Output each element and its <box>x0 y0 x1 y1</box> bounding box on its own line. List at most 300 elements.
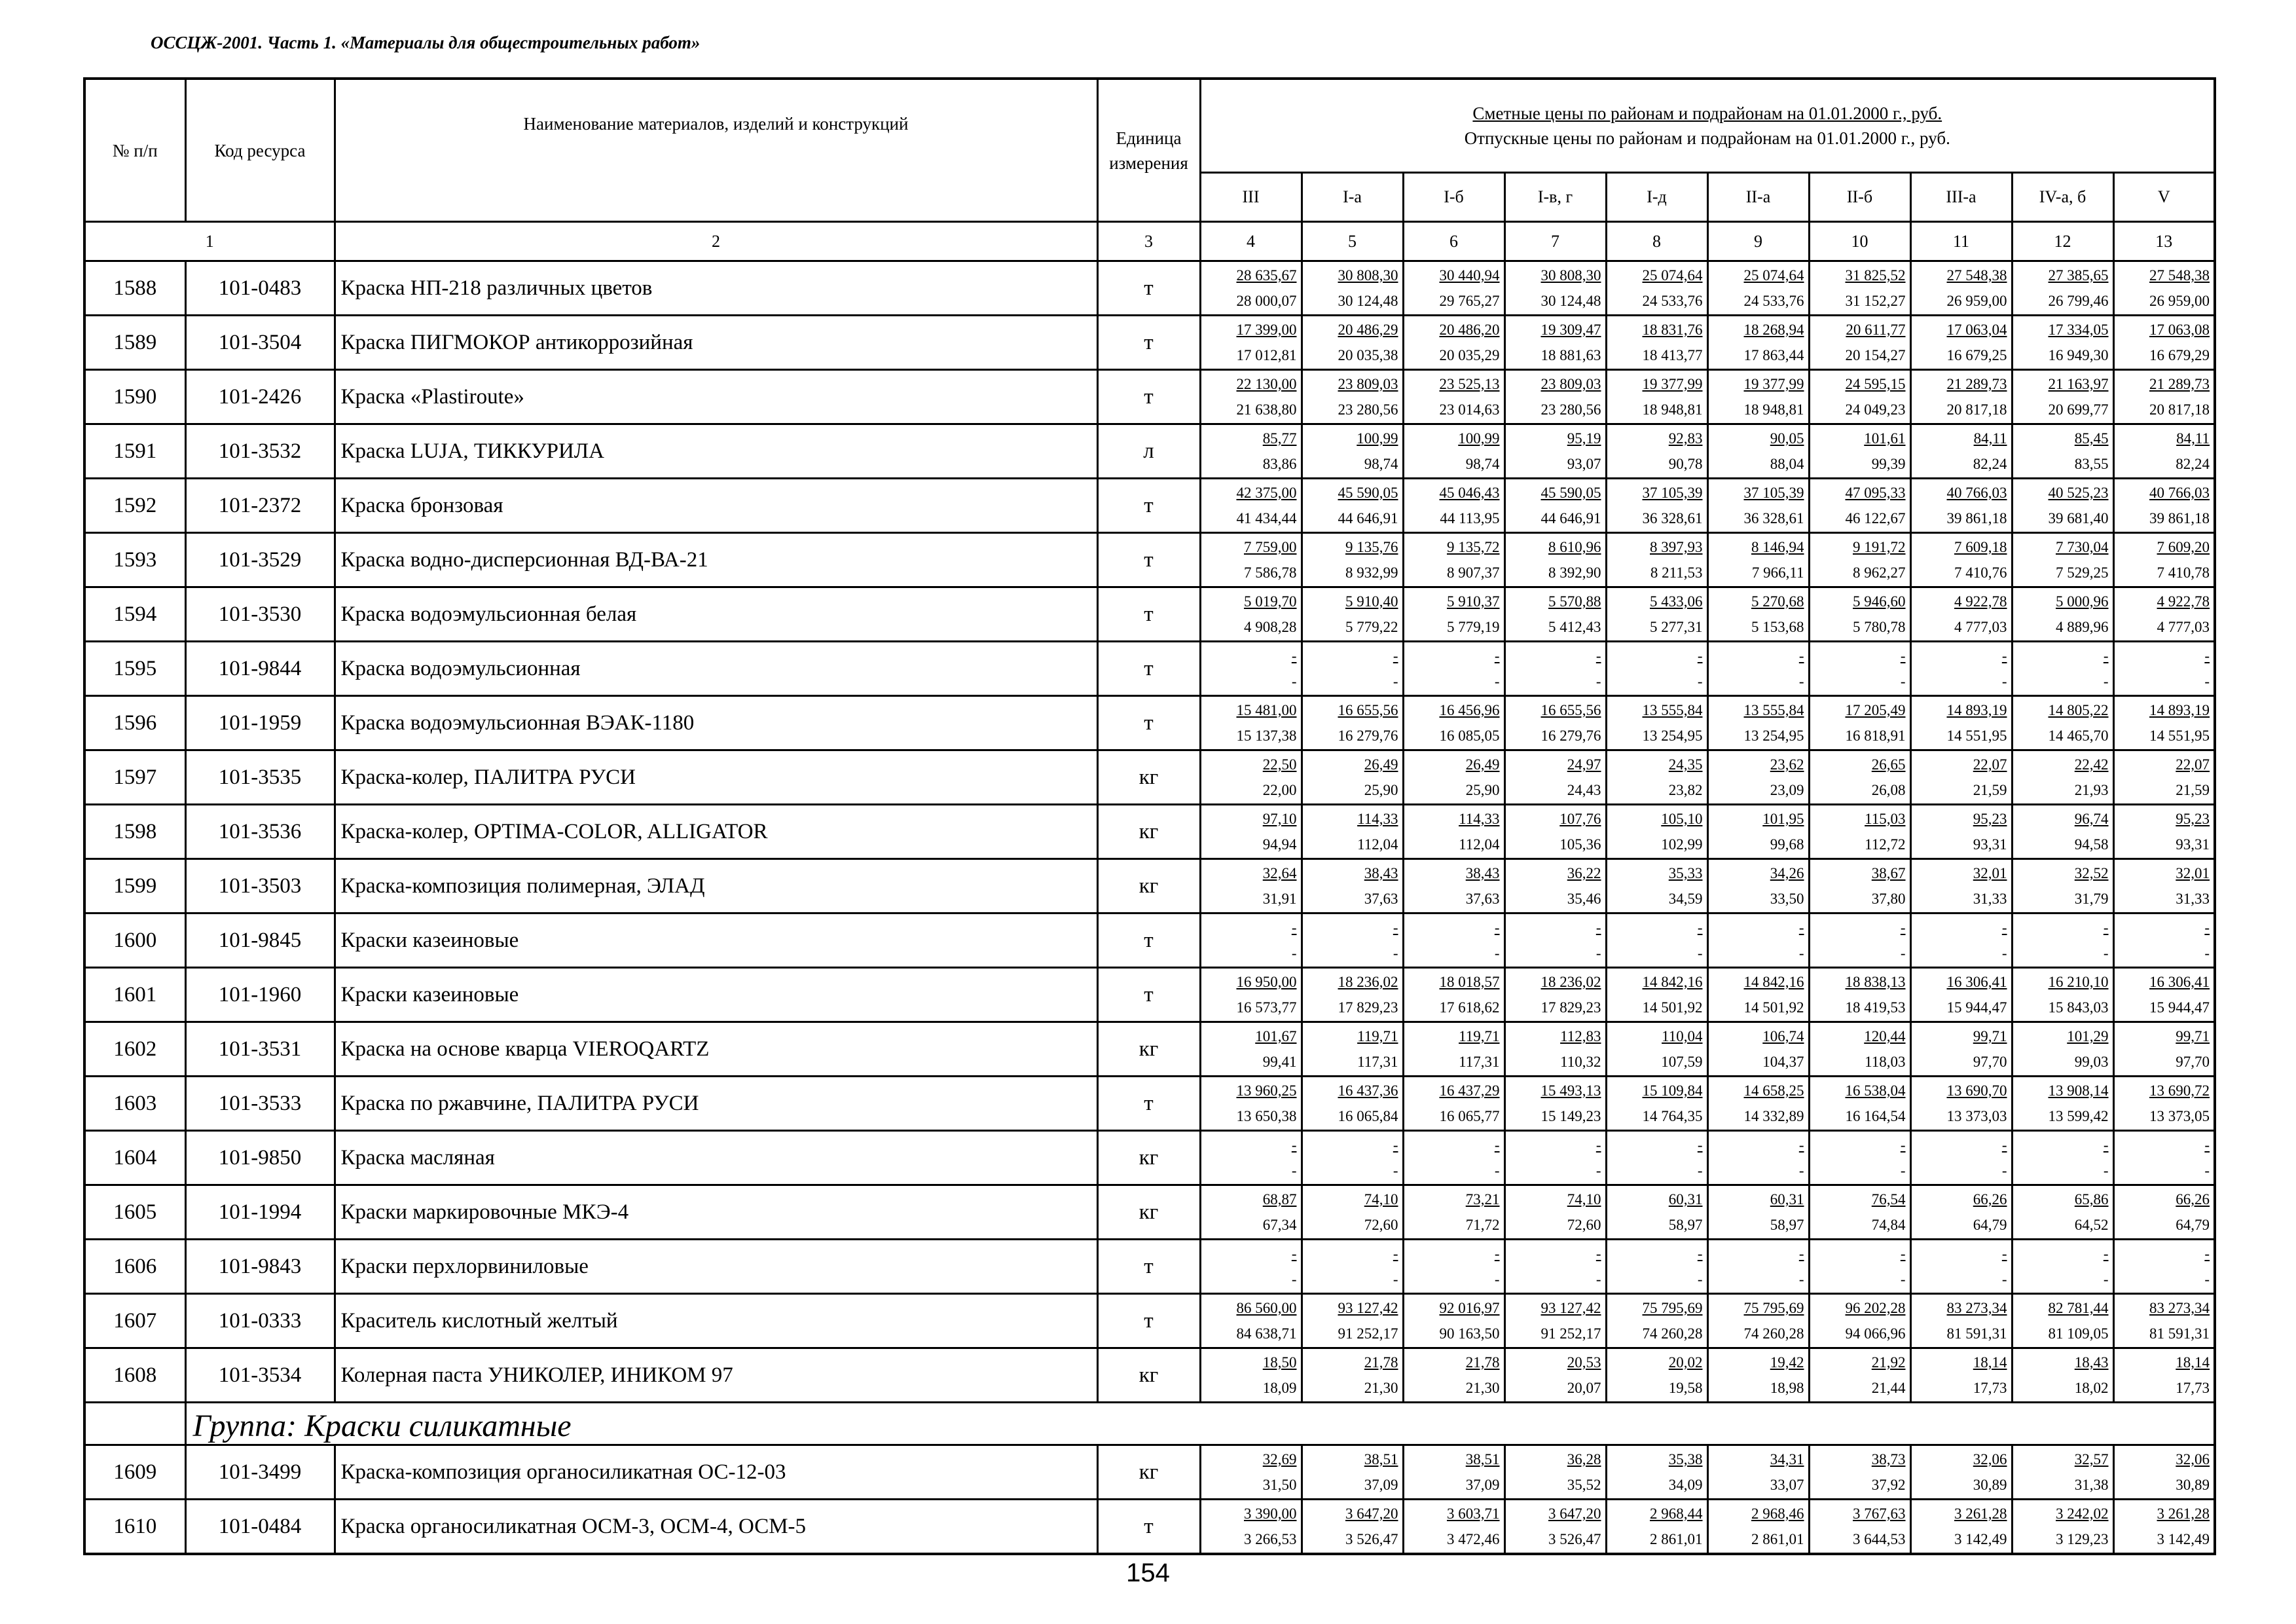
price-cell <box>1403 424 1504 479</box>
price-cell <box>1403 859 1504 913</box>
estimated-price: 3 647,20 <box>1548 1505 1601 1522</box>
release-price: 7 529,25 <box>2056 564 2109 581</box>
region-header: I-д <box>1606 173 1707 222</box>
estimated-price: 5 946,60 <box>1853 593 1906 610</box>
release-price: 20 035,38 <box>1338 347 1398 363</box>
estimated-price: 115,03 <box>1865 811 1906 827</box>
price-cell <box>2012 1445 2113 1500</box>
resource-code: 101-0333 <box>185 1294 335 1348</box>
estimated-price: - <box>2001 1246 2007 1262</box>
region-header: II-а <box>1707 173 1809 222</box>
estimated-price: 25 074,64 <box>1743 267 1804 284</box>
price-cell <box>1707 1077 1809 1131</box>
price-cell <box>1302 1131 1403 1185</box>
estimated-price: 26,65 <box>1871 756 1906 773</box>
estimated-price: 17 399,00 <box>1236 322 1297 338</box>
estimated-price: 100,99 <box>1458 430 1500 447</box>
release-price: 64,79 <box>1973 1217 2007 1233</box>
price-cell <box>1200 750 1302 805</box>
release-price: - <box>1697 1162 1703 1179</box>
release-price: - <box>2204 1271 2210 1287</box>
release-price: 8 932,99 <box>1345 564 1398 581</box>
estimated-price: 21,78 <box>1364 1354 1398 1371</box>
material-name: Краска-композиция полимерная, ЭЛАД <box>335 859 1097 913</box>
resource-code: 101-9843 <box>185 1240 335 1294</box>
release-price: 23,82 <box>1668 782 1703 798</box>
resource-code: 101-3529 <box>185 533 335 587</box>
price-cell <box>1302 696 1403 750</box>
release-price: 13 599,42 <box>2048 1108 2109 1124</box>
region-header: I-в, г <box>1504 173 1606 222</box>
table-row <box>84 370 2215 424</box>
release-price: 94 066,96 <box>1845 1325 1906 1342</box>
price-cell <box>1606 1500 1707 1555</box>
estimated-price: 19 377,99 <box>1743 376 1804 392</box>
group-row <box>84 1403 2215 1445</box>
release-price: - <box>1494 673 1500 690</box>
column-number: 8 <box>1606 222 1707 261</box>
price-cell <box>1707 805 1809 859</box>
price-cell <box>1707 859 1809 913</box>
region-header: IV-а, б <box>2012 173 2113 222</box>
price-cell <box>2113 533 2215 587</box>
estimated-price: 38,51 <box>1364 1451 1398 1467</box>
release-price: 64,79 <box>2176 1217 2210 1233</box>
estimated-price: 16 950,00 <box>1236 974 1297 990</box>
estimated-price: 14 805,22 <box>2048 702 2109 718</box>
estimated-price: 27 548,38 <box>1946 267 2007 284</box>
col-header-name: Наименование материалов, изделий и конструкций <box>335 79 1097 222</box>
price-cell <box>1809 370 1910 424</box>
estimated-price: 19,42 <box>1770 1354 1804 1371</box>
price-cell <box>1707 1294 1809 1348</box>
estimated-price: - <box>1798 648 1804 664</box>
release-price: 4 889,96 <box>2056 619 2109 635</box>
price-cell <box>1910 913 2012 968</box>
table-row <box>84 533 2215 587</box>
estimated-price: 8 397,93 <box>1650 539 1703 555</box>
price-cell <box>1302 968 1403 1022</box>
price-cell <box>1504 642 1606 696</box>
release-price: - <box>1595 1271 1601 1287</box>
estimated-price: 32,01 <box>2176 865 2210 881</box>
estimated-price: 28 635,67 <box>1236 267 1297 284</box>
price-cell <box>1403 1077 1504 1131</box>
estimated-price: 45 046,43 <box>1439 485 1500 501</box>
release-price: 30,89 <box>1973 1477 2007 1493</box>
release-price: 102,99 <box>1661 836 1703 853</box>
price-cell <box>2113 587 2215 642</box>
estimated-price: 13 960,25 <box>1236 1082 1297 1099</box>
resource-code: 101-1994 <box>185 1185 335 1240</box>
group-label: Группа: Краски силикатные <box>185 1403 2215 1445</box>
price-cell <box>1606 696 1707 750</box>
estimated-price: 5 000,96 <box>2056 593 2109 610</box>
price-cell <box>2113 316 2215 370</box>
estimated-price: 30 440,94 <box>1439 267 1500 284</box>
estimated-price: 96 202,28 <box>1845 1300 1906 1316</box>
release-price: 26 959,00 <box>2149 293 2210 309</box>
estimated-price: 18,14 <box>1973 1354 2007 1371</box>
estimated-price: 38,73 <box>1871 1451 1906 1467</box>
row-number: 1593 <box>84 533 185 587</box>
col-header-code: Код ресурса <box>185 79 335 222</box>
resource-code: 101-3503 <box>185 859 335 913</box>
release-price: - <box>1393 945 1398 961</box>
release-price: 14 551,95 <box>2149 728 2210 744</box>
table-row <box>84 587 2215 642</box>
group-empty-cell <box>84 1403 185 1445</box>
table-row <box>84 261 2215 316</box>
release-price: 20 817,18 <box>1946 401 2007 418</box>
release-price: 23,09 <box>1770 782 1804 798</box>
price-cell <box>1403 1294 1504 1348</box>
price-cell <box>2113 261 2215 316</box>
estimated-price: - <box>1798 1137 1804 1153</box>
estimated-price: 5 910,37 <box>1447 593 1500 610</box>
price-cell <box>1910 261 2012 316</box>
row-number: 1600 <box>84 913 185 968</box>
estimated-price: 13 690,70 <box>1946 1082 2007 1099</box>
release-price: 39 681,40 <box>2048 510 2109 526</box>
estimated-price: 92 016,97 <box>1439 1300 1500 1316</box>
price-cell <box>1707 370 1809 424</box>
release-price: - <box>2001 673 2007 690</box>
release-price: 3 142,49 <box>2157 1531 2210 1547</box>
price-cell <box>1707 913 1809 968</box>
price-cell <box>1809 1185 1910 1240</box>
estimated-price: 16 437,29 <box>1439 1082 1500 1099</box>
release-price: 4 777,03 <box>1954 619 2007 635</box>
estimated-price: 14 893,19 <box>2149 702 2210 718</box>
estimated-price: 76,54 <box>1871 1191 1906 1208</box>
release-price: 105,36 <box>1559 836 1601 853</box>
price-cell <box>1302 261 1403 316</box>
estimated-price: 75 795,69 <box>1743 1300 1804 1316</box>
release-price: 24 533,76 <box>1743 293 1804 309</box>
estimated-price: - <box>1494 1246 1500 1262</box>
release-price: - <box>1697 1271 1703 1287</box>
table-row <box>84 1294 2215 1348</box>
row-number: 1589 <box>84 316 185 370</box>
price-cell <box>1910 424 2012 479</box>
estimated-price: - <box>1697 919 1703 936</box>
release-price: 58,97 <box>1668 1217 1703 1233</box>
price-cell <box>1707 1445 1809 1500</box>
resource-code: 101-3532 <box>185 424 335 479</box>
price-cell <box>1809 261 1910 316</box>
row-number: 1606 <box>84 1240 185 1294</box>
release-price: 31,50 <box>1262 1477 1297 1493</box>
price-cell <box>2113 1348 2215 1403</box>
estimated-price: 2 968,44 <box>1650 1505 1703 1522</box>
price-cell <box>1403 696 1504 750</box>
release-price: 93,07 <box>1567 456 1601 472</box>
release-price: 28 000,07 <box>1236 293 1297 309</box>
resource-code: 101-9844 <box>185 642 335 696</box>
price-cell <box>1910 1445 2012 1500</box>
estimated-price: - <box>1900 648 1906 664</box>
price-cell <box>1707 696 1809 750</box>
price-cell <box>1504 859 1606 913</box>
column-number: 9 <box>1707 222 1809 261</box>
estimated-price: 32,69 <box>1262 1451 1297 1467</box>
price-cell <box>1910 1294 2012 1348</box>
table-row <box>84 1500 2215 1555</box>
price-cell <box>1403 479 1504 533</box>
price-cell <box>1504 261 1606 316</box>
estimated-price: 42 375,00 <box>1236 485 1297 501</box>
release-price: 16 679,25 <box>1946 347 2007 363</box>
release-price: 31,33 <box>1973 891 2007 907</box>
unit-of-measure: кг <box>1097 1348 1200 1403</box>
release-price: 17 829,23 <box>1540 999 1601 1016</box>
unit-of-measure: кг <box>1097 859 1200 913</box>
material-name: Краска водоэмульсионная белая <box>335 587 1097 642</box>
estimated-price: 9 191,72 <box>1853 539 1906 555</box>
price-cell <box>1302 1445 1403 1500</box>
price-cell <box>1504 587 1606 642</box>
estimated-price: 38,51 <box>1465 1451 1500 1467</box>
price-cell <box>1302 1022 1403 1077</box>
estimated-price: 5 570,88 <box>1548 593 1601 610</box>
price-cell <box>1606 261 1707 316</box>
release-price: 16 279,76 <box>1338 728 1398 744</box>
material-name: Краска органосиликатная ОСМ-3, ОСМ-4, ОСМ-5 <box>335 1500 1097 1555</box>
estimated-price: 16 655,56 <box>1338 702 1398 718</box>
material-name: Краски казеиновые <box>335 913 1097 968</box>
estimated-price: 17 063,08 <box>2149 322 2210 338</box>
price-cell <box>1606 1445 1707 1500</box>
table-row <box>84 696 2215 750</box>
estimated-price: 75 795,69 <box>1642 1300 1703 1316</box>
estimated-price: 47 095,33 <box>1845 485 1906 501</box>
price-cell <box>1403 1348 1504 1403</box>
unit-of-measure: т <box>1097 479 1200 533</box>
release-price: - <box>1595 945 1601 961</box>
price-cell <box>1403 1185 1504 1240</box>
material-name: Краска LUJA, ТИККУРИЛА <box>335 424 1097 479</box>
unit-of-measure: т <box>1097 1294 1200 1348</box>
price-cell <box>2012 1294 2113 1348</box>
estimated-price: 22 130,00 <box>1236 376 1297 392</box>
estimated-price: - <box>1697 1246 1703 1262</box>
price-cell <box>1809 859 1910 913</box>
price-cell <box>2012 642 2113 696</box>
price-cell <box>1910 696 2012 750</box>
price-cell <box>1809 1022 1910 1077</box>
estimated-price: 32,52 <box>2074 865 2109 881</box>
price-cell <box>1809 316 1910 370</box>
material-name: Краски маркировочные МКЭ-4 <box>335 1185 1097 1240</box>
estimated-price: 106,74 <box>1762 1028 1804 1044</box>
column-number: 2 <box>335 222 1097 261</box>
price-cell <box>1504 1348 1606 1403</box>
price-cell <box>1504 479 1606 533</box>
column-number: 6 <box>1403 222 1504 261</box>
price-cell <box>1200 642 1302 696</box>
release-price: - <box>1595 673 1601 690</box>
release-price: - <box>1900 945 1906 961</box>
price-cell <box>1302 370 1403 424</box>
release-price: - <box>1697 945 1703 961</box>
price-cell <box>1200 479 1302 533</box>
release-price: 15 944,47 <box>1946 999 2007 1016</box>
estimated-price: 4 922,78 <box>1954 593 2007 610</box>
price-cell <box>2012 859 2113 913</box>
release-price: 14 465,70 <box>2048 728 2109 744</box>
unit-of-measure: кг <box>1097 1131 1200 1185</box>
price-cell <box>2113 1185 2215 1240</box>
estimated-price: 68,87 <box>1262 1191 1297 1208</box>
release-price: 31 152,27 <box>1845 293 1906 309</box>
estimated-price: 5 019,70 <box>1244 593 1297 610</box>
estimated-price: 24,97 <box>1567 756 1601 773</box>
price-cell <box>2012 370 2113 424</box>
estimated-price: 32,57 <box>2074 1451 2109 1467</box>
release-price: 24 049,23 <box>1845 401 1906 418</box>
release-price: 97,70 <box>2176 1054 2210 1070</box>
price-cell <box>1200 805 1302 859</box>
estimated-price: 3 647,20 <box>1345 1505 1398 1522</box>
release-price: 58,97 <box>1770 1217 1804 1233</box>
release-price: 7 410,76 <box>1954 564 2007 581</box>
estimated-price: 32,01 <box>1973 865 2007 881</box>
estimated-price: 22,42 <box>2074 756 2109 773</box>
release-price: 37,80 <box>1871 891 1906 907</box>
release-price: 34,59 <box>1668 891 1703 907</box>
estimated-price: 83 273,34 <box>1946 1300 2007 1316</box>
price-cell <box>2113 1131 2215 1185</box>
page-number: 154 <box>1126 1559 1170 1587</box>
estimated-price: 22,50 <box>1262 756 1297 773</box>
release-price: 41 434,44 <box>1236 510 1297 526</box>
price-cell <box>1809 1294 1910 1348</box>
release-price: - <box>2001 1162 2007 1179</box>
table-row <box>84 1077 2215 1131</box>
release-price: - <box>1291 1271 1297 1287</box>
release-price: 20 817,18 <box>2149 401 2210 418</box>
material-name: Краска водно-дисперсионная ВД-ВА-21 <box>335 533 1097 587</box>
material-name: Краска по ржавчине, ПАЛИТРА РУСИ <box>335 1077 1097 1131</box>
price-cell <box>1200 1445 1302 1500</box>
estimated-price: 9 135,76 <box>1345 539 1398 555</box>
estimated-price: 82 781,44 <box>2048 1300 2109 1316</box>
release-price: 26 959,00 <box>1946 293 2007 309</box>
estimated-price: - <box>1393 648 1398 664</box>
price-cell <box>1707 750 1809 805</box>
estimated-price: 3 767,63 <box>1853 1505 1906 1522</box>
estimated-price: 21 289,73 <box>2149 376 2210 392</box>
row-number: 1596 <box>84 696 185 750</box>
release-price: 37,63 <box>1364 891 1398 907</box>
release-price: 21,59 <box>1973 782 2007 798</box>
unit-of-measure: т <box>1097 968 1200 1022</box>
column-number: 1 <box>84 222 335 261</box>
estimated-price: 114,33 <box>1459 811 1500 827</box>
price-cell <box>1200 859 1302 913</box>
estimated-price: - <box>1393 1246 1398 1262</box>
release-price: - <box>2103 945 2109 961</box>
estimated-price-title: Сметные цены по районам и подрайонам на 01.01.2000 г., руб. <box>1472 103 1942 124</box>
price-cell <box>2012 1500 2113 1555</box>
estimated-price: 40 766,03 <box>2149 485 2210 501</box>
release-price: 88,04 <box>1770 456 1804 472</box>
price-cell <box>2012 1348 2113 1403</box>
estimated-price: 101,29 <box>2067 1028 2109 1044</box>
estimated-price: 85,45 <box>2074 430 2109 447</box>
price-cell <box>1707 479 1809 533</box>
price-cell <box>2012 533 2113 587</box>
price-cell <box>1606 859 1707 913</box>
release-price: - <box>1697 673 1703 690</box>
price-cell <box>1200 1131 1302 1185</box>
price-cell <box>1910 642 2012 696</box>
document-header: ОССЦЖ-2001. Часть 1. «Материалы для общестроительных работ» <box>151 33 701 52</box>
price-cell <box>1200 1022 1302 1077</box>
release-price: - <box>2204 1162 2210 1179</box>
estimated-price: 66,26 <box>2176 1191 2210 1208</box>
price-cell <box>1403 968 1504 1022</box>
release-price: 2 861,01 <box>1650 1531 1703 1547</box>
material-name: Краска «Plastiroute» <box>335 370 1097 424</box>
estimated-price: 31 825,52 <box>1845 267 1906 284</box>
estimated-price: 16 437,36 <box>1338 1082 1398 1099</box>
price-cell <box>1302 587 1403 642</box>
estimated-price: 38,67 <box>1871 865 1906 881</box>
estimated-price: 18 838,13 <box>1845 974 1906 990</box>
unit-of-measure: т <box>1097 642 1200 696</box>
price-cell <box>1910 1240 2012 1294</box>
price-cell <box>1302 805 1403 859</box>
release-price: - <box>1494 945 1500 961</box>
price-cell <box>1910 1022 2012 1077</box>
release-price: 20,07 <box>1567 1380 1601 1396</box>
price-cell <box>1200 1077 1302 1131</box>
release-price: 17 012,81 <box>1236 347 1297 363</box>
price-cell <box>1910 370 2012 424</box>
price-cell <box>1200 261 1302 316</box>
release-price: 14 332,89 <box>1743 1108 1804 1124</box>
row-number: 1599 <box>84 859 185 913</box>
release-price: 15 843,03 <box>2048 999 2109 1016</box>
table-row <box>84 1240 2215 1294</box>
price-cell <box>1200 587 1302 642</box>
estimated-price: 23 809,03 <box>1338 376 1398 392</box>
estimated-price: 27 385,65 <box>2048 267 2109 284</box>
price-cell <box>1302 424 1403 479</box>
release-price: 99,03 <box>2074 1054 2109 1070</box>
price-cell <box>1403 533 1504 587</box>
column-number: 3 <box>1097 222 1200 261</box>
region-header: I-б <box>1403 173 1504 222</box>
column-number: 11 <box>1910 222 2012 261</box>
estimated-price: 22,07 <box>1973 756 2007 773</box>
resource-code: 101-3535 <box>185 750 335 805</box>
price-cell <box>1606 1240 1707 1294</box>
release-price-title: Отпускные цены по районам и подрайонам на 01.01.2000 г., руб. <box>1464 128 1950 149</box>
price-cell <box>1910 1131 2012 1185</box>
estimated-price: 100,99 <box>1357 430 1398 447</box>
release-price: - <box>1291 1162 1297 1179</box>
region-header: III-а <box>1910 173 2012 222</box>
price-cell <box>2113 642 2215 696</box>
release-price: 13 650,38 <box>1236 1108 1297 1124</box>
release-price: 16 573,77 <box>1236 999 1297 1016</box>
release-price: 18 948,81 <box>1642 401 1703 418</box>
release-price: 83,86 <box>1262 456 1297 472</box>
row-number: 1602 <box>84 1022 185 1077</box>
